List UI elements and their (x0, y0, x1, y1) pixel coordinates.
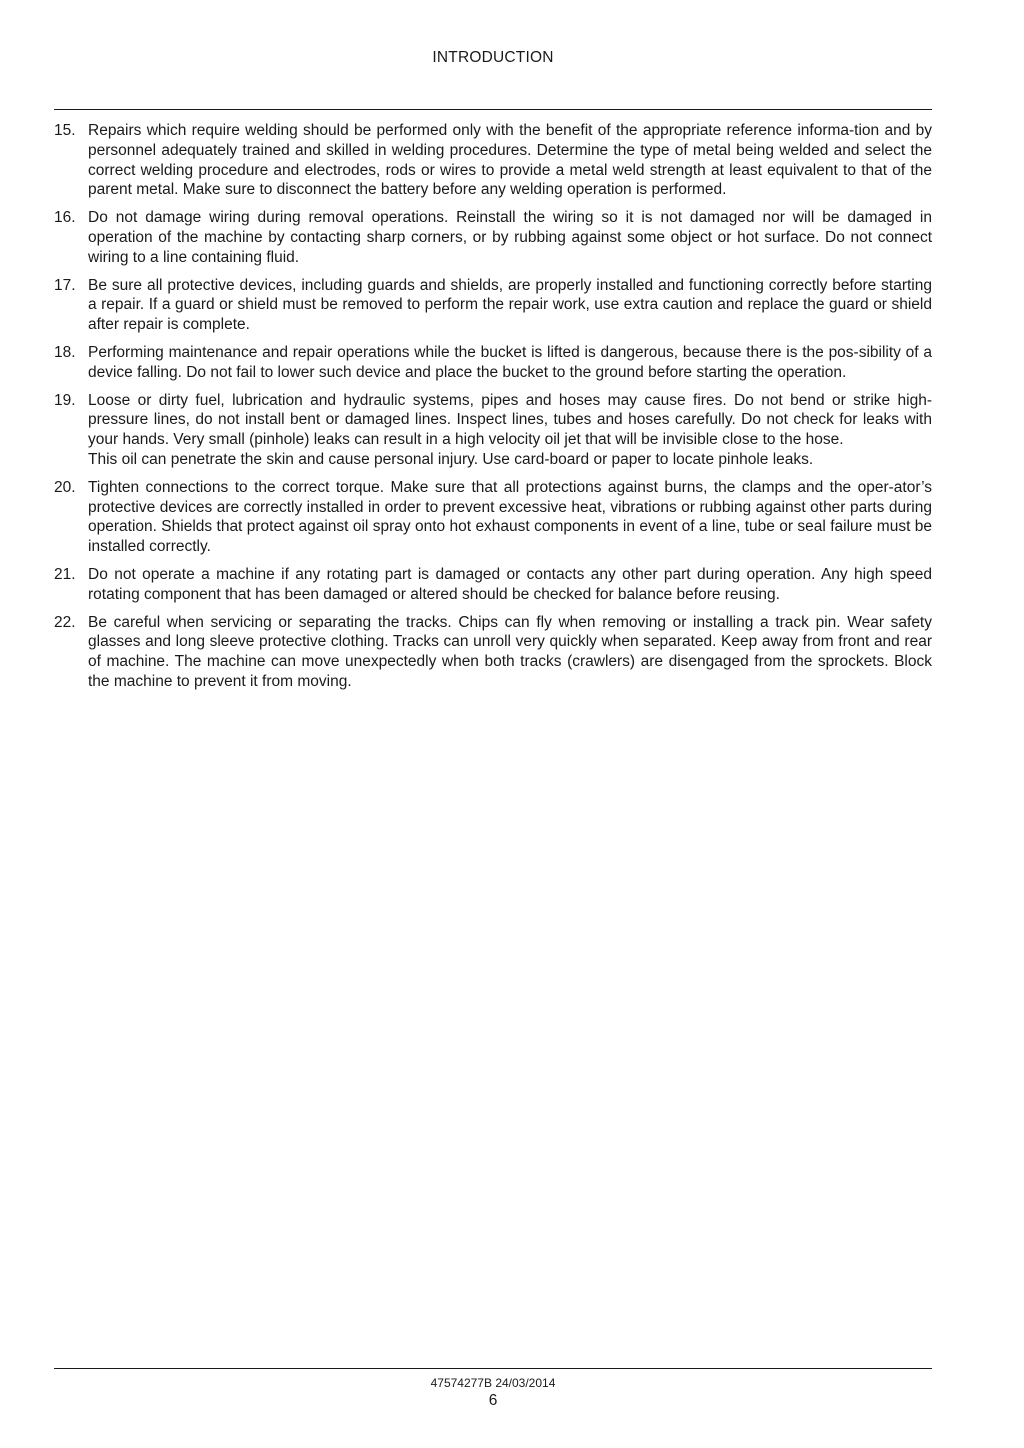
page-number: 6 (488, 1392, 498, 1409)
list-item (54, 478, 932, 557)
item-text: Tighten connections to the correct torque. Make sure that all protections against burns, the clamps and the oper-ator’s protective devices are correctly installed in order to prevent excessive heat, vibrations or rubbing against other parts during operation. Shields that protect against oil spray onto hot exhaust components in event of a line, tube or seal failure must be installed correctly. (88, 478, 932, 556)
item-text-continuation: This oil can penetrate the skin and cause personal injury. Use card-board or paper to locate pinhole leaks. (88, 450, 814, 468)
list-item (54, 121, 932, 200)
item-number: 15. (54, 122, 76, 139)
item-text: Do not operate a machine if any rotating part is damaged or contacts any other part during operation. Any high speed rotating component that has been damaged or altered should be checked for balance before reusing. (88, 565, 932, 603)
list-item (54, 343, 932, 383)
item-text: Be sure all protective devices, including guards and shields, are properly installed and functioning correctly before starting a repair. If a guard or shield must be removed to perform the repair work, use extra caution and replace the guard or shield after repair is complete. (88, 276, 932, 334)
item-text: Performing maintenance and repair operations while the bucket is lifted is dangerous, because there is the pos-sibility of a device falling. Do not fail to lower such device and place the bucket to the ground before starting the operation. (88, 343, 932, 381)
item-number: 19. (54, 391, 76, 409)
item-number: 20. (54, 478, 76, 496)
footer-divider (54, 1368, 932, 1369)
item-text: Do not damage wiring during removal operations. Reinstall the wiring so it is not damaged nor will be damaged in operation of the machine by contacting sharp corners, or by rubbing against some object or hot surface. Do not connect wiring to a line containing fluid. (88, 209, 932, 266)
item-number: 22. (54, 613, 76, 631)
item-number: 21. (54, 565, 76, 583)
item-number: 16. (54, 209, 76, 227)
item-text: Repairs which require welding should be performed only with the benefit of the appropriate reference informa-tion and by personnel adequately trained and skilled in welding procedures. Determine the type of metal being welded and select the correct welding procedure and electrodes, rods or wires to provide a metal weld strength at least equivalent to that of the parent metal. Make sure to disconnect the battery before any welding operation is performed. (88, 122, 932, 199)
list-item (54, 208, 932, 267)
page-header-title: INTRODUCTION (432, 49, 554, 66)
list-item (54, 613, 932, 692)
list-item (54, 276, 932, 335)
item-text: Loose or dirty fuel, lubrication and hydraulic systems, pipes and hoses may cause fires. Do not bend or strike high-pressure lines, do not install bent or damaged lines. Inspect lines, tubes and hoses carefully. Do not check for leaks with your hands. Very small (pinhole) leaks can result in a high velocity oil jet that will be invisible close to the hose. (88, 391, 932, 449)
document-reference: 47574277B 24/03/2014 (430, 1376, 556, 1390)
safety-instructions-list (54, 121, 932, 700)
item-number: 17. (54, 276, 76, 294)
item-text: Be careful when servicing or separating the tracks. Chips can fly when removing or installing a track pin. Wear safety glasses and long sleeve protective clothing. Tracks can unroll very quickly when separated. Keep away from front and rear of machine. The machine can move unexpectedly when both tracks (crawlers) are disengaged from the sprockets. Block the machine to prevent it from moving. (88, 613, 932, 690)
list-item (54, 565, 932, 605)
header-divider (54, 109, 932, 110)
item-number: 18. (54, 343, 76, 361)
list-item (54, 391, 932, 470)
